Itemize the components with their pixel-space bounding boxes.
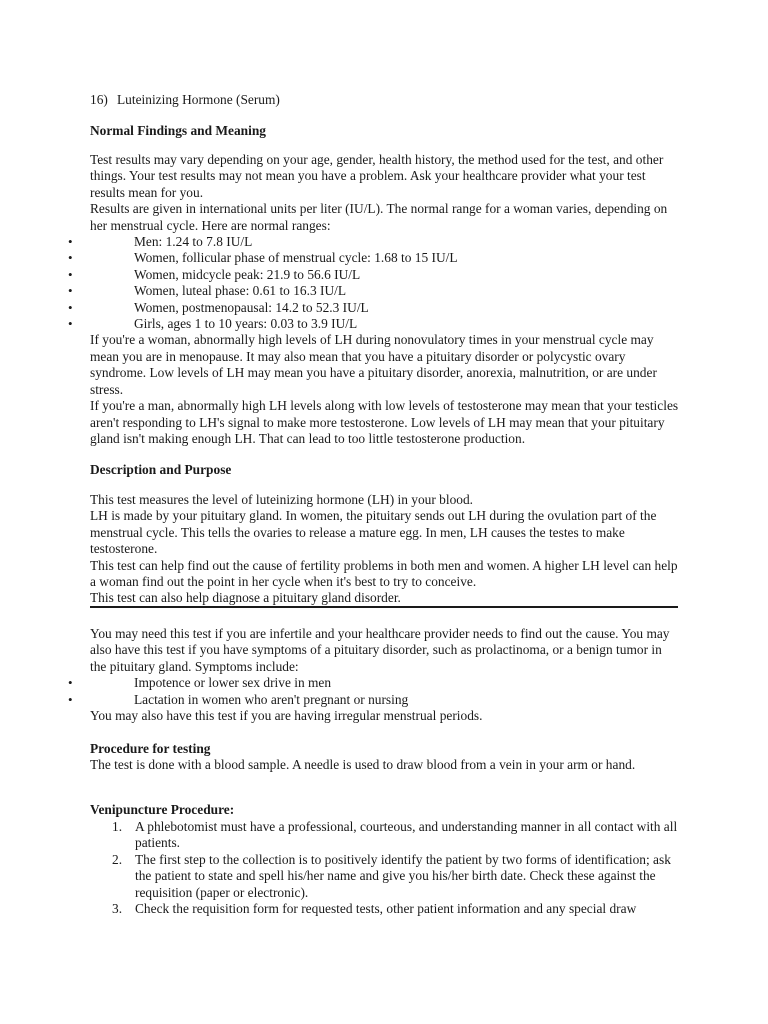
- normal-intro-paragraph: Test results may vary depending on your age, gender, health history, the method used for the test, and other things. Your test results may not mean you have a problem. Ask your healthcare provider what your test results mean for you.: [90, 152, 664, 200]
- description-paragraph-1: This test measures the level of luteinizing hormone (LH) in your blood.: [90, 492, 474, 507]
- range-item: • Women, postmenopausal: 14.2 to 52.3 IU/L: [90, 300, 680, 316]
- description-section: [90, 492, 680, 607]
- symptoms-list: [90, 675, 680, 708]
- description-paragraph-3: This test can help find out the cause of fertility problems in both men and women. A higher LH level can help a woman find out the point in her cycle when it's best to try to conceive.: [90, 557, 678, 590]
- step-text: A phlebotomist must have a professional, courteous, and understanding manner in all contact with all patients.: [135, 819, 678, 851]
- step-item: [90, 819, 680, 852]
- description-paragraph-2: LH is made by your pituitary gland. In women, the pituitary sends out LH during the ovulation part of the menstrual cycle. This tells the ovaries to release a mature egg. In men, LH causes the testes to make testosterone.: [90, 508, 657, 557]
- step-text: Check the requisition form for requested tests, other patient information and any special draw: [135, 901, 637, 917]
- step-number: 2.: [112, 851, 123, 867]
- step-item: [90, 901, 680, 917]
- range-item: • Women, follicular phase of menstrual cycle: 1.68 to 15 IU/L: [90, 250, 680, 266]
- section-number: 16): [90, 92, 108, 107]
- description-paragraph-4: This test can also help diagnose a pituitary gland disorder.: [90, 590, 401, 606]
- range-item: • Girls, ages 1 to 10 years: 0.03 to 3.9 IU/L: [90, 316, 680, 332]
- step-text: The first step to the collection is to positively identify the patient by two forms of identification; ask the patient to state and spell his/her name and give you his/her birth date. Check these against the requisition (paper or electronic).: [135, 851, 671, 900]
- horizontal-rule: [90, 606, 678, 608]
- need-paragraph: You may need this test if you are infertile and your healthcare provider needs to find out the cause. You may also have this test if you have symptoms of a pituitary disorder, such as prolactinoma, or a benign tumor in the pituitary gland. Symptoms include:: [90, 626, 670, 674]
- symptom-item: • Impotence or lower sex drive in men: [90, 675, 680, 691]
- venipuncture-heading: Venipuncture Procedure:: [90, 802, 235, 817]
- description-heading: Description and Purpose: [90, 462, 232, 477]
- irregular-periods-paragraph: You may also have this test if you are having irregular menstrual periods.: [90, 708, 483, 724]
- man-paragraph: If you're a man, abnormally high LH levels along with low levels of testosterone may mean that your testicles aren't responding to LH's signal to make more testosterone. Low levels of LH may mean that your pituitary gland isn't making enough LH. That can lead to too little testosterone production.: [90, 398, 679, 446]
- range-item: • Women, luteal phase: 0.61 to 16.3 IU/L: [90, 283, 680, 299]
- venipuncture-steps: [90, 819, 680, 917]
- section-title: [90, 92, 680, 108]
- step-number: 3.: [112, 901, 123, 917]
- step-number: 1.: [112, 819, 123, 834]
- woman-paragraph: If you're a woman, abnormally high levels of LH during nonovulatory times in your menstrual cycle may mean you are in menopause. It may also mean that you have a pituitary disorder or polycystic ovary syndrome. Low levels of LH may mean you have a pituitary disorder, anorexia, malnutrition, or are under stress.: [90, 332, 657, 397]
- symptom-item: • Lactation in women who aren't pregnant or nursing: [90, 692, 680, 708]
- venipuncture-section: [90, 819, 680, 917]
- need-section: [90, 626, 680, 724]
- procedure-heading: Procedure for testing: [90, 741, 211, 756]
- normal-ranges-list: [90, 234, 680, 332]
- step-item: [90, 852, 680, 901]
- range-item: • Women, midcycle peak: 21.9 to 56.6 IU/L: [90, 267, 680, 283]
- section-title-text: Luteinizing Hormone (Serum): [117, 92, 280, 107]
- normal-findings-section: [90, 152, 680, 447]
- procedure-text: The test is done with a blood sample. A needle is used to draw blood from a vein in your arm or hand.: [90, 757, 636, 772]
- units-paragraph: Results are given in international units per liter (IU/L). The normal range for a woman varies, depending on her menstrual cycle. Here are normal ranges:: [90, 201, 668, 233]
- range-item: • Men: 1.24 to 7.8 IU/L: [90, 234, 680, 250]
- normal-findings-heading: Normal Findings and Meaning: [90, 123, 266, 138]
